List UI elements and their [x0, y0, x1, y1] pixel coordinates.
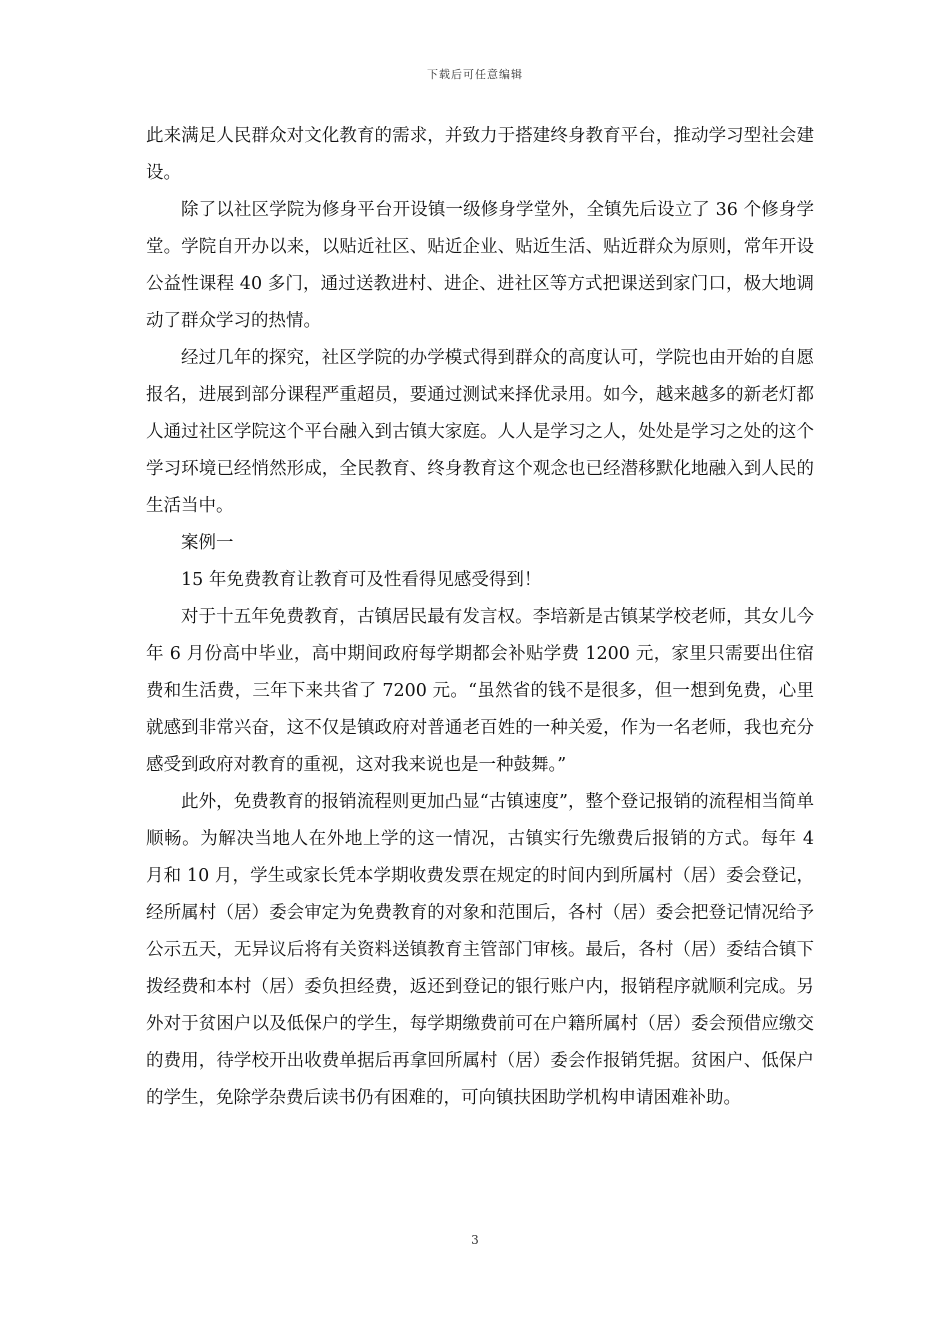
page-number: 3: [471, 1233, 479, 1247]
document-body: [146, 118, 814, 1117]
paragraph-continuation: 此来满足人民群众对文化教育的需求，并致力于搭建终身教育平台，推动学习型社会建设。: [146, 126, 814, 183]
case-heading: 案例一: [181, 533, 234, 553]
page-header: 下载后可任意编辑: [427, 68, 523, 81]
paragraph-reimbursement: 此外，免费教育的报销流程则更加凸显“古镇速度”，整个登记报销的流程相当简单顺畅。为解决当地人在外地上学的这一情况，古镇实行先缴费后报销的方式。每年 4 月和 10 月，学生或家长凭本学期收费发票在规定的时间内到所属村（居）委会登记，经所属村（居）委会审定为免费教育的对象和范围后，各村（居）委会把登记情况给予公示五天，无异议后将有关资料送镇教育主管部门审核。最后，各村（居）委结合镇下拨经费和本村（居）委负担经费，返还到登记的银行账户内，报销程序就顺利完成。另外对于贫困户以及低保户的学生，每学期缴费前可在户籍所属村（居）委会预借应缴交的费用，待学校开出收费单据后再拿回所属村（居）委会作报销凭据。贫困户、低保户的学生，免除学杂费后读书仍有困难的，可向镇扶困助学机构申请困难补助。: [146, 792, 814, 1108]
paragraph-free-education: 对于十五年免费教育，古镇居民最有发言权。李培新是古镇某学校老师，其女儿今年 6 月份高中毕业，高中期间政府每学期都会补贴学费 1200 元，家里只需要出住宿费和生活费，三年下来共省了 7200 元。“虽然省的钱不是很多，但一想到免费，心里就感到非常兴奋，这不仅是镇政府对普通老百姓的一种关爱，作为一名老师，我也充分感受到政府对教育的重视，这对我来说也是一种鼓舞。”: [146, 607, 814, 775]
paragraph-community-college: 经过几年的探究，社区学院的办学模式得到群众的高度认可，学院也由开始的自愿报名，进展到部分课程严重超员，要通过测试来择优录用。如今，越来越多的新老灯都人通过社区学院这个平台融入到古镇大家庭。人人是学习之人，处处是学习之处的这个学习环境已经悄然形成，全民教育、终身教育这个观念也已经潜移默化地融入到人民的生活当中。: [146, 348, 814, 516]
paragraph-study-halls: 除了以社区学院为修身平台开设镇一级修身学堂外，全镇先后设立了 36 个修身学堂。学院自开办以来，以贴近社区、贴近企业、贴近生活、贴近群众为原则，常年开设公益性课程 40 多门，通过送教进村、进企、进社区等方式把课送到家门口，极大地调动了群众学习的热情。: [146, 200, 814, 331]
case-title: 15 年免费教育让教育可及性看得见感受得到！: [181, 570, 542, 590]
